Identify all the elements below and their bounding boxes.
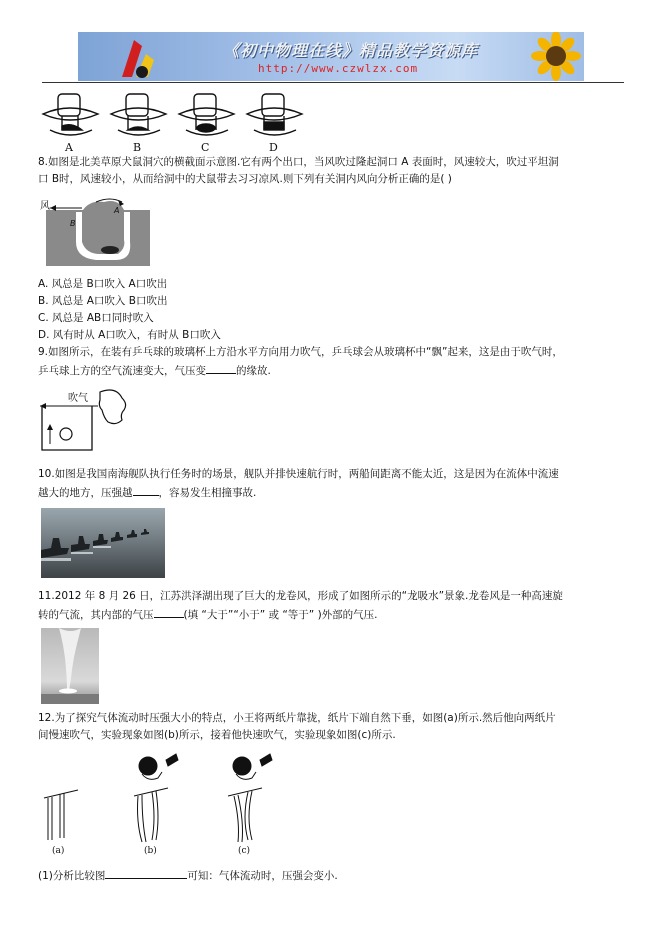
q12-sub1-answer-blank[interactable] [105, 867, 187, 879]
header-divider [42, 82, 624, 83]
q7-figure [38, 92, 308, 154]
banner-title: 《初中物理在线》精品教学资源库 [223, 41, 479, 60]
q9-fig-label: 吹气 [68, 393, 88, 404]
logo-icon [112, 32, 160, 81]
q8-text-line2: 口 B时，风速较小，从而给洞中的犬鼠带去习习凉风.则下列有关洞内风向分析正确的是( ) [38, 173, 452, 185]
q7-label-c: C [201, 141, 210, 154]
q12-text-line2: 间慢速吹气，实验现象如图(b)所示，接着他快速吹气，实验现象如图(c)所示. [38, 729, 396, 741]
header-banner [78, 32, 584, 81]
q8-fig-a: A [114, 206, 120, 215]
q8-fig-b: B [70, 219, 76, 228]
q9-figure [38, 386, 138, 454]
q7-label-b: B [133, 141, 142, 154]
q11-text-line1: 11.2012 年 8 月 26 日，江苏洪泽湖出现了巨大的龙卷风，形成了如图所示的“龙吸水”景象.龙卷风是一种高速旋 [38, 590, 563, 602]
q8-option-d: D. 风有时从 A口吹入，有时从 B口吹入 [38, 329, 221, 341]
q11-text-line2 [38, 606, 378, 622]
banner-url: http://www.czwlzx.com [258, 62, 419, 75]
q9-text-line1: 9.如图所示，在装有乒乓球的玻璃杯上方沿水平方向用力吹气，乒乓球会从玻璃杯中“飘”起来，这是由于吹气时， [38, 346, 563, 358]
q12-sub1a: (1)分析比较图 [38, 870, 106, 882]
q12-text-line1: 12.为了探究气体流动时压强大小的特点，小王将两纸片靠拢，纸片下端自然下垂，如图(a)所示.然后他向两纸片 [38, 712, 556, 724]
q9-answer-blank[interactable] [206, 362, 236, 374]
q8-option-c: C. 风总是 AB口同时吹入 [38, 312, 154, 324]
q10-text-line2 [38, 484, 256, 500]
q12-sub1 [38, 867, 338, 883]
q10-text-line2b: ，容易发生相撞事故. [158, 487, 257, 499]
q10-text-line1: 10.如图是我国南海舰队执行任务时的场景，舰队并排快速航行时，两船间距离不能太近，这是因为在流体中流速 [38, 468, 559, 480]
q11-text-line2a: 转的气流，其内部的气压 [38, 609, 154, 621]
sunflower-icon [524, 32, 584, 81]
q12-fig-label-b: (b) [144, 846, 157, 856]
q7-label-a: A [65, 141, 73, 154]
q12-fig-label-c: (c) [238, 846, 251, 856]
q9-text-line2b: 的缘故. [236, 365, 271, 377]
q8-fig-wind: 风 [40, 201, 50, 212]
q7-figure-c [179, 94, 234, 135]
q8-burrow-figure [38, 198, 158, 268]
q11-tornado-photo [41, 628, 99, 704]
q12-figure-c [228, 754, 272, 842]
q7-figure-a [43, 94, 98, 135]
q11-text-line2b: (填 “大于”“小于” 或 “等于” )外部的气压. [183, 609, 378, 621]
q12-figure-b [134, 754, 178, 842]
q12-figure [38, 752, 278, 856]
q9-text-line2 [38, 362, 271, 378]
q12-fig-label-a: (a) [52, 846, 65, 856]
q7-label-d: D [269, 141, 278, 154]
q10-text-line2a: 越大的地方，压强越 [38, 487, 133, 499]
q7-figure-b [111, 94, 166, 135]
q7-figure-d [247, 94, 302, 135]
q12-figure-a [44, 790, 78, 840]
q10-answer-blank[interactable] [133, 484, 159, 496]
q10-fleet-photo [41, 508, 165, 578]
q9-text-line2a: 乒乓球上方的空气流速变大，气压变 [38, 365, 206, 377]
q8-option-b: B. 风总是 A口吹入 B口吹出 [38, 295, 168, 307]
q12-sub1b: 可知：气体流动时，压强会变小. [187, 870, 338, 882]
q8-option-a: A. 风总是 B口吹入 A口吹出 [38, 278, 168, 290]
q8-text-line1: 8.如图是北美草原犬鼠洞穴的横截面示意图.它有两个出口，当风吹过隆起洞口 A 表面时，风速较大，吹过平坦洞 [38, 156, 559, 168]
q11-answer-blank[interactable] [154, 606, 184, 618]
